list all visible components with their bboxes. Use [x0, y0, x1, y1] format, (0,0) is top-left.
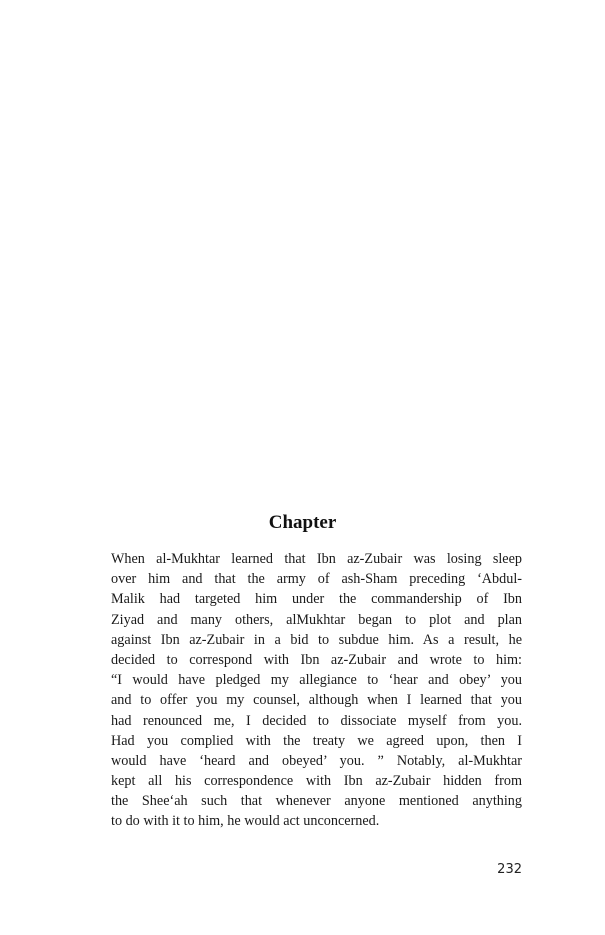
paragraph-line: to do with it to him, he would act unconcerned. [111, 813, 380, 830]
paragraph-line: and to offer you my counsel, although when I learned that you [111, 692, 522, 709]
paragraph-line: When al-Mukhtar learned that Ibn az-Zubair was losing sleep [111, 551, 522, 567]
paragraph-line: against Ibn az-Zubair in a bid to subdue him. As a result, he [111, 631, 522, 648]
chapter-title: Chapter [268, 512, 337, 533]
paragraph-line: would have ‘heard and obeyed’ you. ” Notably, al-Mukhtar [111, 752, 522, 769]
paragraph-line: decided to correspond with Ibn az-Zubair and wrote to him: [111, 651, 522, 668]
paragraph-line: Ziyad and many others, alMukhtar began to plot and plan [111, 611, 522, 628]
paragraph-line: Had you complied with the treaty we agreed upon, then I [111, 732, 522, 749]
body-paragraph [111, 549, 522, 832]
paragraph-line: had renounced me, I decided to dissociate myself from you. [111, 712, 522, 729]
paragraph-line: “I would have pledged my allegiance to ‘hear and obey’ you [111, 672, 522, 689]
paragraph-line: Malik had targeted him under the commandership of Ibn [111, 591, 522, 608]
paragraph-line: kept all his correspondence with Ibn az-Zubair hidden from [111, 773, 522, 790]
paragraph-line: over him and that the army of ash-Sham preceding ‘Abdul- [111, 571, 522, 588]
page-number: 232 [497, 862, 522, 877]
paragraph-line: the Shee‘ah such that whenever anyone mentioned anything [111, 793, 522, 810]
